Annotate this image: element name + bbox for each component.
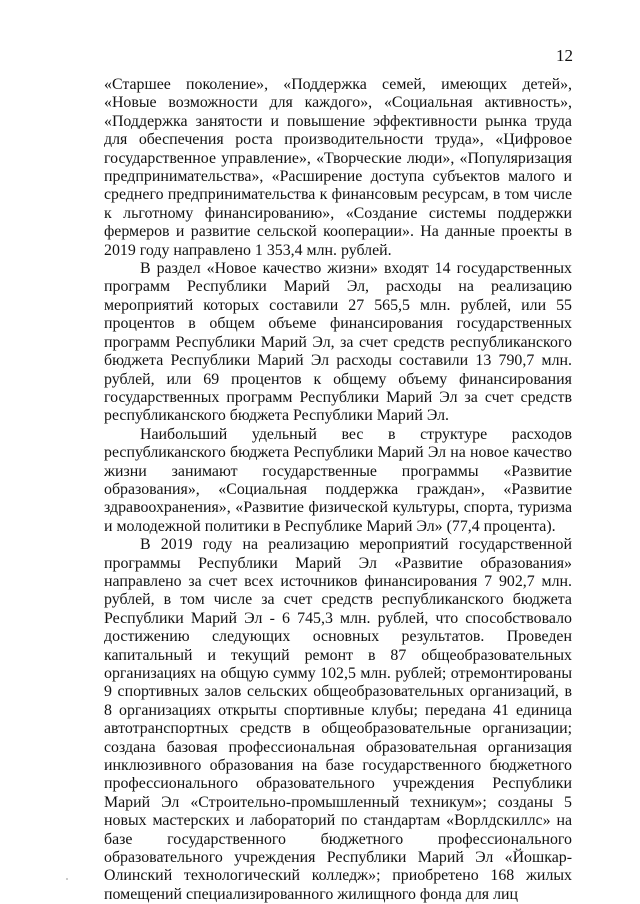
document-body <box>104 76 572 904</box>
page-number: 12 <box>556 46 573 65</box>
scan-artifact <box>66 878 68 880</box>
paragraph-4: В 2019 году на реализацию мероприятий государственной программы Республики Марий Эл «Развитие образования» направлено за счет всех источников финансирования 7 902,7 млн. рублей, в том числе за счет средств республиканского бюджета Республики Марий Эл - 6 745,3 млн. рублей, что способствовало достижению следующих основных результатов. Проведен капитальный и текущий ремонт в 87 общеобразовательных организациях на общую сумму 102,5 млн. рублей; отремонтированы 9 спортивных залов сельских общеобразовательных организаций, в 8 организациях открыты спортивные клубы; передана 41 единица автотранспортных средств в общеобразовательные организации; создана базовая профессиональная образовательная организация инклюзивного образования на базе государственного бюджетного профессионального образовательного учреждения Республики Марий Эл «Строительно-промышленный техникум»; созданы 5 новых мастерских и лабораторий по стандартам «Ворлдскиллс» на базе государственного бюджетного профессионального образовательного учреждения Республики Марий Эл «Йошкар-Олинский технологический колледж»; приобретено 168 жилых помещений специализированного жилищного фонда для лиц <box>104 536 572 903</box>
paragraph-1: «Старшее поколение», «Поддержка семей, имеющих детей», «Новые возможности для каждого», «Социальная активность», «Поддержка занятости и повышение эффективности рынка труда для обеспечения роста производительности труда», «Цифровое государственное управление», «Творческие люди», «Популяризация предпринимательства», «Расширение доступа субъектов малого и среднего предпринимательства к финансовым ресурсам, в том числе к льготному финансированию», «Создание системы поддержки фермеров и развитие сельской кооперации». На данные проекты в 2019 году направлено 1 353,4 млн. рублей. <box>104 76 572 259</box>
paragraph-3: Наибольший удельный вес в структуре расходов республиканского бюджета Республики Марий Эл на новое качество жизни занимают государственные программы «Развитие образования», «Социальная поддержка граждан», «Развитие здравоохранения», «Развитие физической культуры, спорта, туризма и молодежной политики в Республике Марий Эл» (77,4 процента). <box>104 425 572 535</box>
paragraph-2: В раздел «Новое качество жизни» входят 14 государственных программ Республики Марий Эл, расходы на реализацию мероприятий которых составили 27 565,5 млн. рублей, или 55 процентов в общем объеме финансирования государственных программ Республики Марий Эл, за счет средств республиканского бюджета Республики Марий Эл расходы составили 13 790,7 млн. рублей, или 69 процентов к общему объему финансирования государственных программ Республики Марий Эл за счет средств республиканского бюджета Республики Марий Эл. <box>104 260 572 425</box>
